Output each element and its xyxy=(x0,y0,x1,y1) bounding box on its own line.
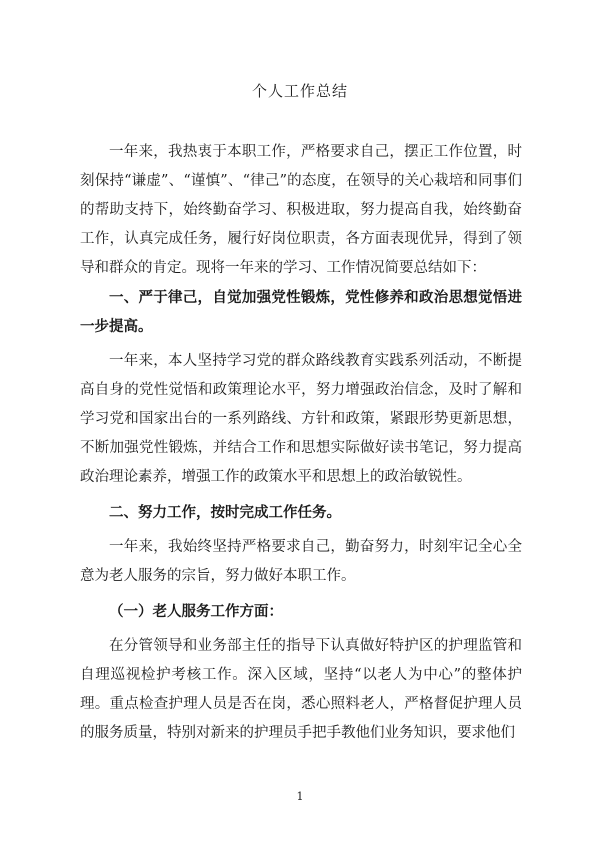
section-heading-1: 一、严于律己，自觉加强党性锻炼，党性修养和政治思想觉悟进一步提高。 xyxy=(80,289,522,335)
page-number: 1 xyxy=(296,790,304,803)
subsection-heading-1: （一）老人服务工作方面： xyxy=(109,603,283,620)
document-title: 个人工作总结 xyxy=(251,82,348,100)
section-1-paragraph: 一年来，本人坚持学习党的群众路线教育实践系列活动，不断提高自身的党性觉悟和政策理论水平，努力增强政治信念，及时了解和学习党和国家出台的一系列路线、方针和政策，紧跟形势更新思想，不断加强党性锻炼，并结合工作和思想实际做好读书笔记，努力提高政治理论素养，增强工作的政策水平和思想上的政治敏锐性。 xyxy=(80,353,522,485)
section-2-paragraph: 一年来，我始终坚持严格要求自己，勤奋努力，时刻牢记全心全意为老人服务的宗旨，努力做好本职工作。 xyxy=(80,539,522,584)
subsection-1-paragraph: 在分管领导和业务部主任的指导下认真做好特护区的护理监管和自理巡视检护考核工作。深入区域，坚持“以老人为中心”的整体护理。重点检查护理人员是否在岗，悉心照料老人，严格督促护理人员的服务质量，特别对新来的护理员手把手教他们业务知识，要求他们 xyxy=(80,638,522,741)
section-heading-2: 二、努力工作，按时完成工作任务。 xyxy=(109,504,341,521)
document-body xyxy=(80,138,522,748)
intro-paragraph: 一年来，我热衷于本职工作，严格要求自己，摆正工作位置，时刻保持“谦虚”、“谨慎”、“律己”的态度，在领导的关心栽培和同事们的帮助支持下，始终勤奋学习、积极进取，努力提高自我，始终勤奋工作，认真完成任务，履行好岗位职责，各方面表现优异，得到了领导和群众的肯定。现将一年来的学习、工作情况简要总结如下： xyxy=(80,144,522,276)
